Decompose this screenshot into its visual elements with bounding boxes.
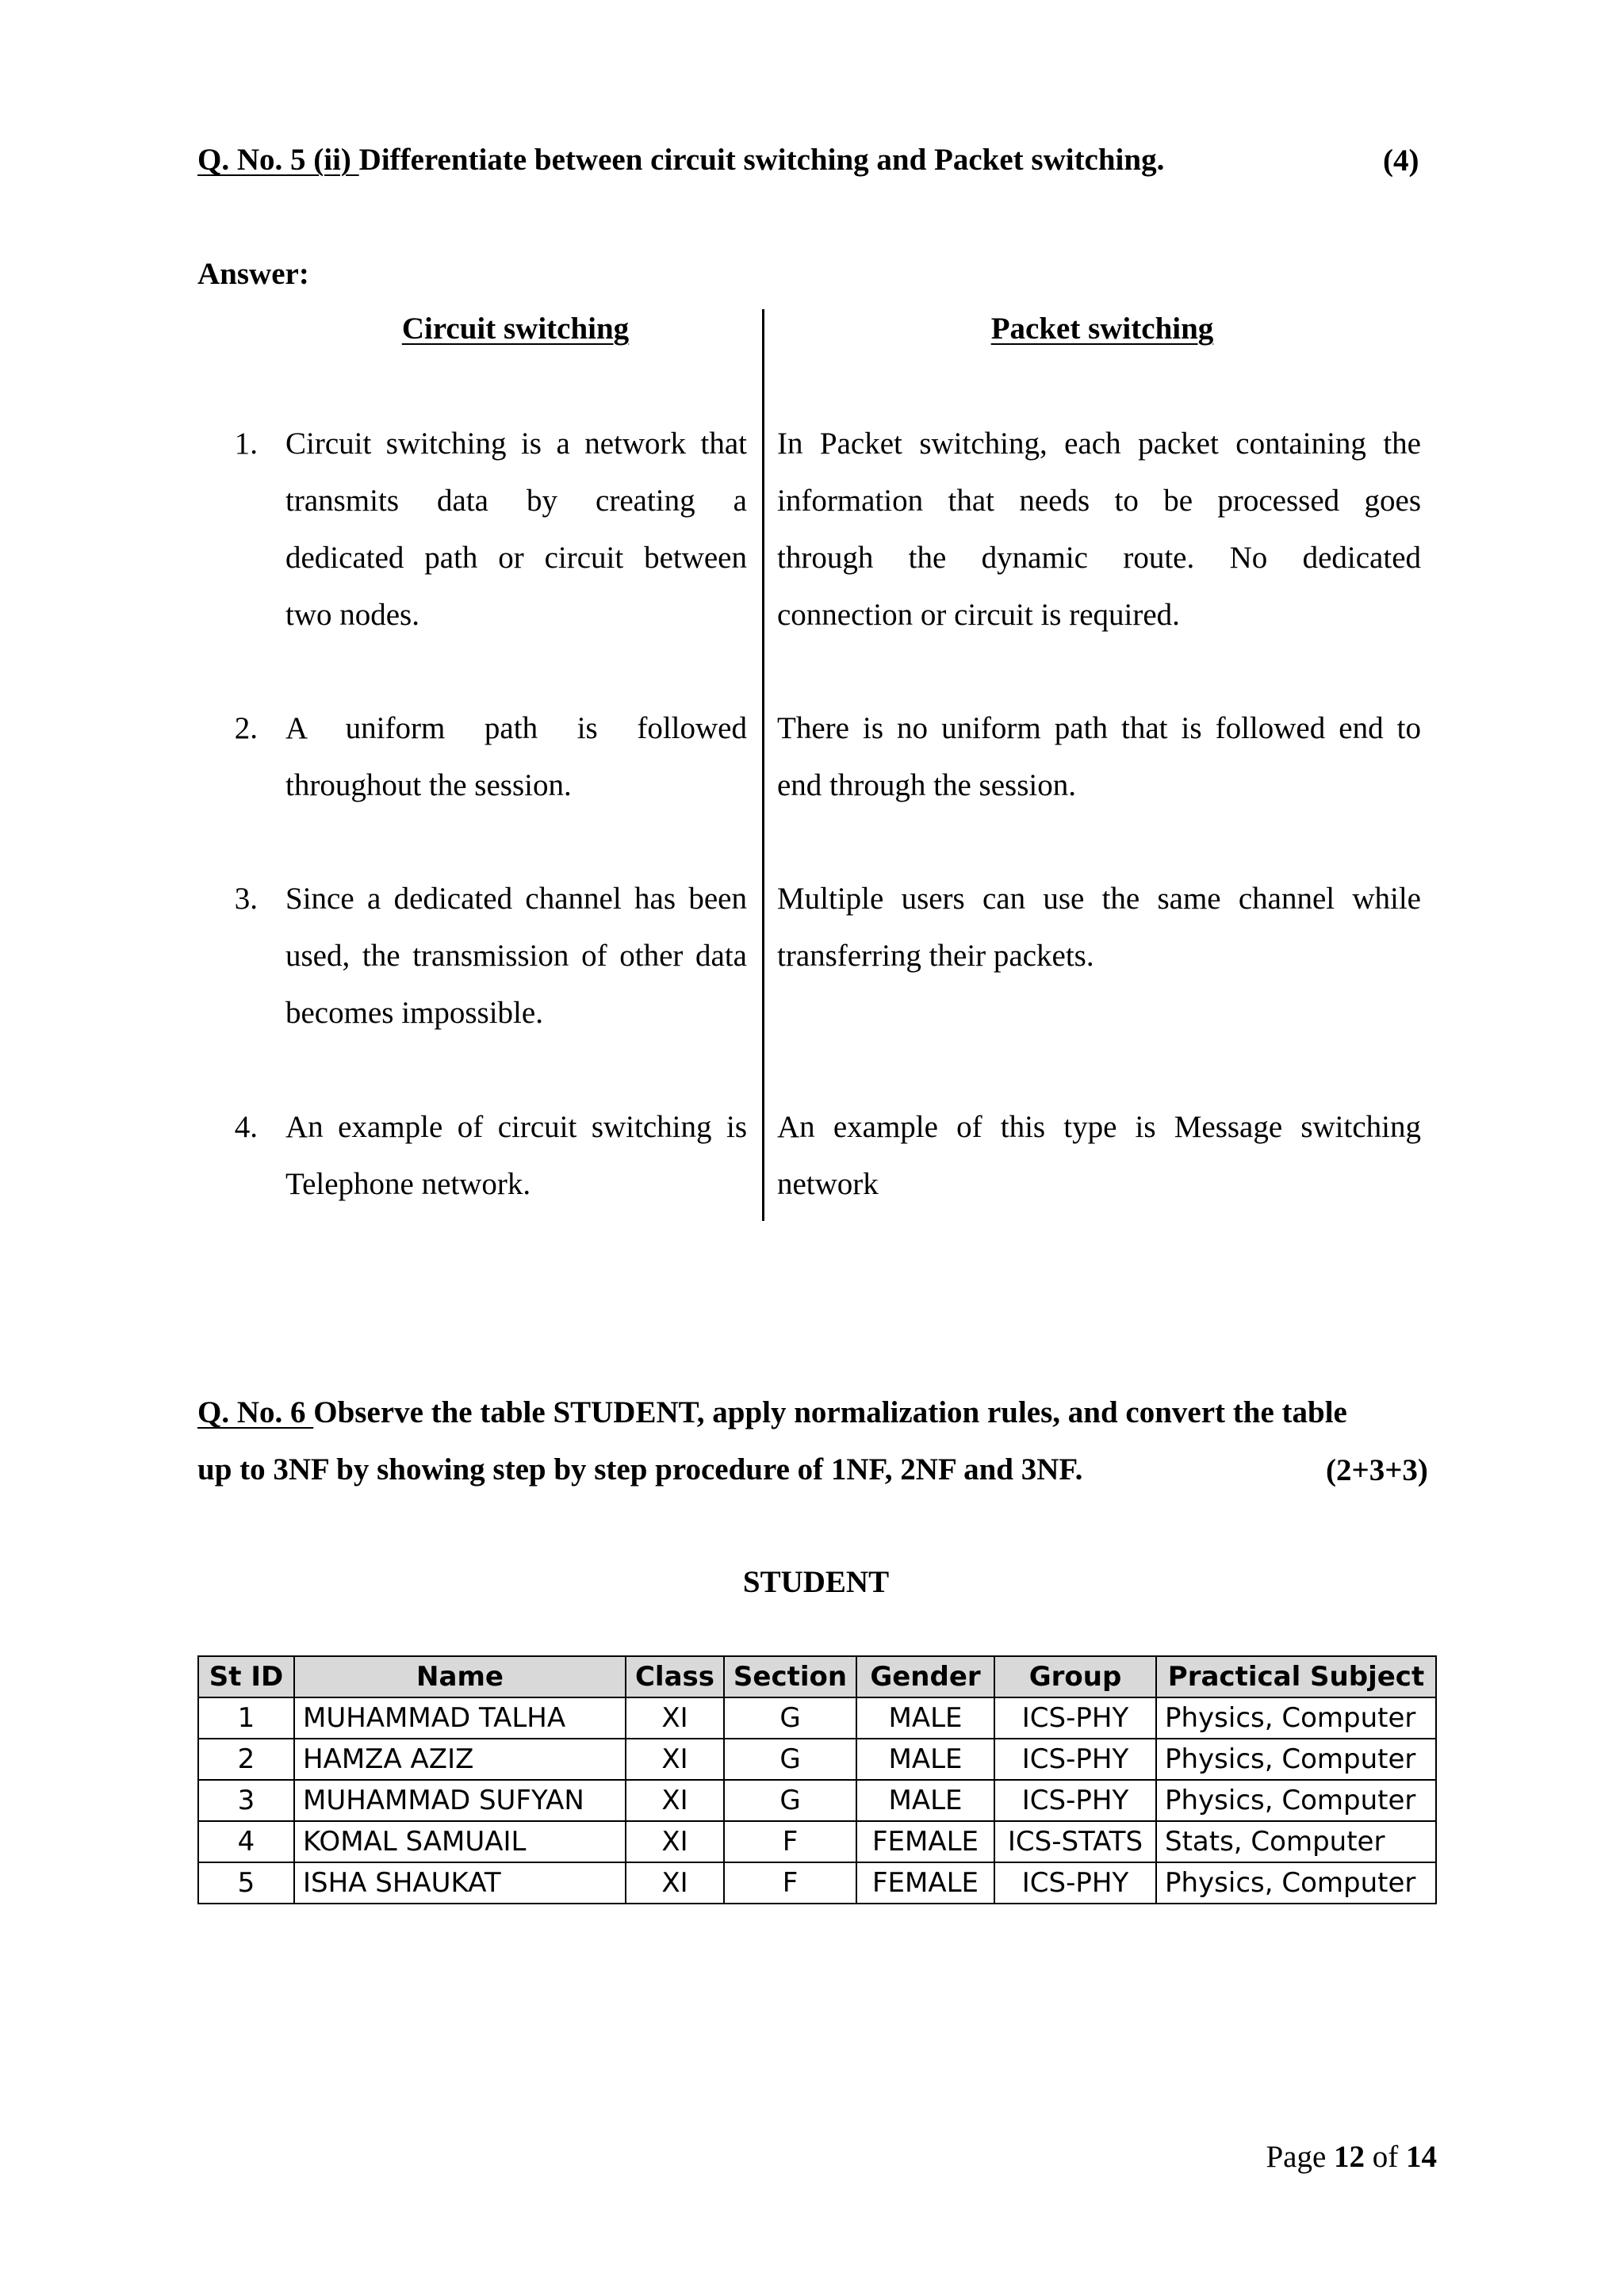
cell-name: KOMAL SAMUAIL bbox=[294, 1821, 626, 1862]
item-number: 4. bbox=[234, 1110, 258, 1144]
table-row bbox=[198, 1821, 1436, 1862]
circuit-point: An example of circuit switching is Telephone network. bbox=[285, 1110, 747, 1201]
table-header-row bbox=[198, 1656, 1436, 1697]
header-name: Name bbox=[294, 1656, 626, 1697]
circuit-switching-heading: Circuit switching bbox=[401, 312, 630, 346]
question-6-marks: (2+3+3) bbox=[1326, 1453, 1428, 1487]
cell-group: ICS-PHY bbox=[994, 1780, 1156, 1821]
cell-group: ICS-STATS bbox=[994, 1821, 1156, 1862]
cell-gender: MALE bbox=[856, 1697, 994, 1739]
question-5-label: Q. No. 5 (ii) bbox=[197, 143, 359, 177]
total-pages: 14 bbox=[1406, 2140, 1437, 2174]
cell-st-id: 5 bbox=[198, 1862, 294, 1904]
page-word: Page bbox=[1266, 2140, 1334, 2174]
page-number bbox=[1266, 2139, 1437, 2175]
cell-gender: MALE bbox=[856, 1780, 994, 1821]
question-6-label: Q. No. 6 bbox=[197, 1395, 314, 1429]
packet-point: An example of this type is Message switching network bbox=[777, 1110, 1421, 1201]
packet-point: Multiple users can use the same channel while transferring their packets. bbox=[777, 882, 1421, 973]
circuit-point: Since a dedicated channel has been used, the transmission of other data becomes impossible. bbox=[285, 882, 747, 1030]
cell-st-id: 2 bbox=[198, 1739, 294, 1780]
cell-practical-subject: Physics, Computer bbox=[1156, 1862, 1436, 1904]
table-title: STUDENT bbox=[742, 1565, 890, 1599]
cell-section: G bbox=[724, 1697, 856, 1739]
table-row bbox=[198, 1780, 1436, 1821]
cell-section: G bbox=[724, 1739, 856, 1780]
cell-name: ISHA SHAUKAT bbox=[294, 1862, 626, 1904]
cell-section: F bbox=[724, 1821, 856, 1862]
header-gender: Gender bbox=[856, 1656, 994, 1697]
question-5-heading bbox=[197, 132, 1164, 189]
cell-gender: MALE bbox=[856, 1739, 994, 1780]
cell-section: G bbox=[724, 1780, 856, 1821]
student-table bbox=[197, 1655, 1437, 1904]
cell-st-id: 3 bbox=[198, 1780, 294, 1821]
cell-class: XI bbox=[626, 1697, 724, 1739]
cell-class: XI bbox=[626, 1739, 724, 1780]
cell-group: ICS-PHY bbox=[994, 1697, 1156, 1739]
item-number: 2. bbox=[234, 711, 258, 745]
header-section: Section bbox=[724, 1656, 856, 1697]
table-row bbox=[198, 1697, 1436, 1739]
cell-st-id: 4 bbox=[198, 1821, 294, 1862]
cell-section: F bbox=[724, 1862, 856, 1904]
packet-switching-heading: Packet switching bbox=[990, 312, 1214, 346]
cell-group: ICS-PHY bbox=[994, 1862, 1156, 1904]
cell-st-id: 1 bbox=[198, 1697, 294, 1739]
of-word: of bbox=[1365, 2140, 1406, 2174]
question-5-marks: (4) bbox=[1383, 144, 1419, 178]
column-divider bbox=[762, 309, 764, 1221]
packet-point: In Packet switching, each packet containing the information that needs to be processed goes through the dynamic route. No dedicated connection or circuit is required. bbox=[777, 427, 1421, 632]
current-page: 12 bbox=[1334, 2140, 1365, 2174]
cell-practical-subject: Physics, Computer bbox=[1156, 1739, 1436, 1780]
answer-label: Answer: bbox=[197, 257, 309, 291]
cell-class: XI bbox=[626, 1862, 724, 1904]
cell-practical-subject: Stats, Computer bbox=[1156, 1821, 1436, 1862]
table-row bbox=[198, 1739, 1436, 1780]
cell-gender: FEMALE bbox=[856, 1862, 994, 1904]
item-number: 1. bbox=[234, 427, 258, 461]
circuit-point: A uniform path is followed throughout the session. bbox=[285, 711, 747, 802]
cell-gender: FEMALE bbox=[856, 1821, 994, 1862]
cell-name: MUHAMMAD SUFYAN bbox=[294, 1780, 626, 1821]
question-6-heading bbox=[197, 1384, 1347, 1441]
question-6-text-line1: Observe the table STUDENT, apply normalization rules, and convert the table bbox=[313, 1395, 1347, 1429]
cell-name: HAMZA AZIZ bbox=[294, 1739, 626, 1780]
table-row bbox=[198, 1862, 1436, 1904]
question-6-heading-line2: up to 3NF by showing step by step procedure of 1NF, 2NF and 3NF. bbox=[197, 1452, 1083, 1487]
header-st-id: St ID bbox=[198, 1656, 294, 1697]
cell-class: XI bbox=[626, 1821, 724, 1862]
question-5-text: Differentiate between circuit switching and Packet switching. bbox=[358, 143, 1165, 177]
header-class: Class bbox=[626, 1656, 724, 1697]
header-group: Group bbox=[994, 1656, 1156, 1697]
header-practical-subject: Practical Subject bbox=[1156, 1656, 1436, 1697]
cell-name: MUHAMMAD TALHA bbox=[294, 1697, 626, 1739]
item-number: 3. bbox=[234, 882, 258, 916]
cell-group: ICS-PHY bbox=[994, 1739, 1156, 1780]
packet-point: There is no uniform path that is followed end to end through the session. bbox=[777, 711, 1421, 802]
circuit-point: Circuit switching is a network that transmits data by creating a dedicated path or circuit between two nodes. bbox=[285, 427, 747, 632]
cell-class: XI bbox=[626, 1780, 724, 1821]
cell-practical-subject: Physics, Computer bbox=[1156, 1780, 1436, 1821]
cell-practical-subject: Physics, Computer bbox=[1156, 1697, 1436, 1739]
